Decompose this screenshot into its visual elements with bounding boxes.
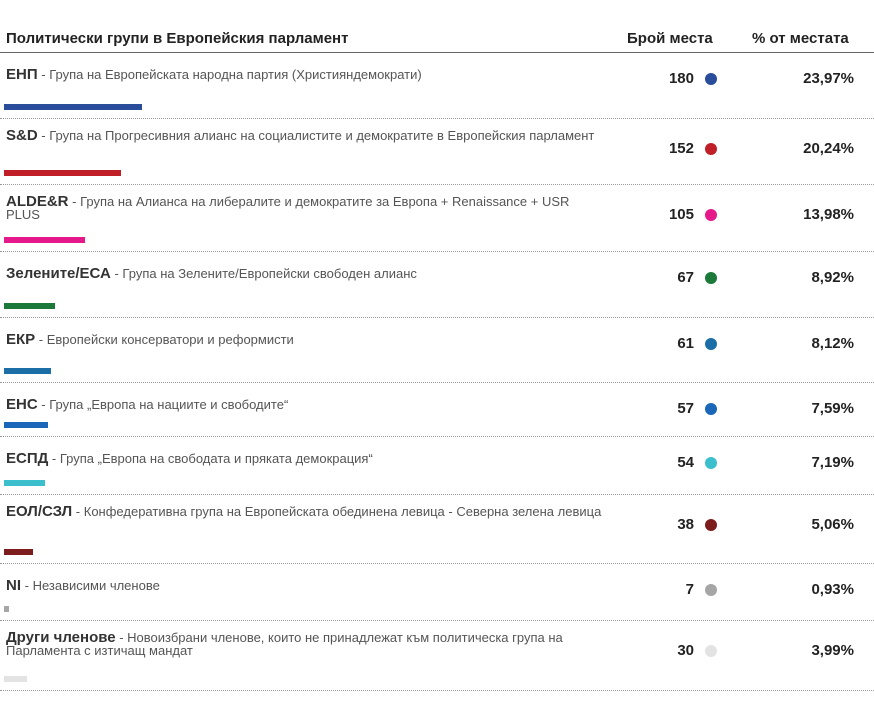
table-row (0, 184, 874, 252)
seat-count: 67 (677, 269, 694, 286)
group-full-name: Група на Европейската народна партия (Християндемократи) (49, 67, 422, 82)
seat-bar (4, 237, 85, 243)
group-abbreviation: ЕОЛ/СЗЛ (6, 503, 73, 520)
seat-percentage: 23,97% (803, 70, 854, 87)
seat-bar (4, 606, 9, 612)
group-color-dot (705, 584, 717, 596)
seat-percentage: 13,98% (803, 206, 854, 223)
seat-bar (4, 368, 51, 374)
seat-bar (4, 104, 142, 110)
group-abbreviation: ЕНП (6, 66, 38, 83)
seat-bar (4, 303, 55, 309)
group-abbreviation: NI (6, 577, 21, 594)
group-name: ALDE&R - Група на Алианса на либералите и демократите за Европа + Renaissance + USR PLUS (6, 193, 570, 222)
seat-percentage: 7,59% (811, 400, 854, 417)
group-full-name: Новоизбрани членове, които не принадлежат към политическа група на Парламента с изтичащ мандат (6, 630, 563, 658)
group-color-dot (705, 143, 717, 155)
table-header (0, 0, 874, 53)
group-abbreviation: ЕКР (6, 331, 36, 348)
table-row (0, 436, 874, 495)
seat-count: 105 (668, 206, 694, 223)
table-row (0, 317, 874, 383)
group-abbreviation: Зелените/ЕСА (6, 265, 111, 282)
seat-percentage: 3,99% (811, 642, 854, 659)
seat-count: 7 (685, 581, 694, 598)
group-name: Други членове - Новоизбрани членове, които не принадлежат към политическа група на Парламента с изтичащ мандат (6, 629, 563, 658)
seat-bar (4, 480, 45, 486)
seat-count: 180 (668, 70, 694, 87)
group-color-dot (705, 209, 717, 221)
group-full-name: Група „Европа на свободата и пряката демокрация“ (59, 451, 373, 466)
seat-percentage: 0,93% (811, 581, 854, 598)
seat-count: 61 (677, 335, 694, 352)
seat-bar (4, 170, 121, 176)
group-color-dot (705, 338, 717, 350)
group-full-name: Група „Европа на нациите и свободите“ (49, 397, 289, 412)
table-row (0, 251, 874, 318)
group-abbreviation: Други членове (6, 629, 116, 646)
group-abbreviation: ALDE&R (6, 193, 69, 210)
table-row (0, 620, 874, 691)
group-abbreviation: S&D (6, 127, 38, 144)
group-color-dot (705, 457, 717, 469)
seat-count: 38 (677, 516, 694, 533)
table-row (0, 494, 874, 564)
group-name: S&D - Група на Прогресивния алианс на социалистите и демократите в Европейския парламент (6, 127, 595, 144)
table-row (0, 382, 874, 437)
group-color-dot (705, 519, 717, 531)
seat-percentage: 5,06% (811, 516, 854, 533)
group-name: ЕНП - Група на Европейската народна партия (Християндемократи) (6, 66, 422, 83)
seat-percentage: 8,12% (811, 335, 854, 352)
seat-bar (4, 422, 48, 428)
seat-percentage: 20,24% (803, 140, 854, 157)
group-full-name: Конфедеративна група на Европейската обединена левица - Северна зелена левица (83, 504, 602, 519)
group-name: ЕКР - Европейски консерватори и реформисти (6, 331, 294, 348)
seat-count: 30 (677, 642, 694, 659)
seat-percentage: 7,19% (811, 454, 854, 471)
group-abbreviation: ЕНС (6, 396, 38, 413)
seat-percentage: 8,92% (811, 269, 854, 286)
seats-column-header: Брой места (627, 30, 713, 47)
group-full-name: Група на Алианса на либералите и демократите за Европа + Renaissance + USR PLUS (6, 194, 570, 222)
group-full-name: Европейски консерватори и реформисти (46, 332, 294, 347)
group-abbreviation: ЕСПД (6, 450, 49, 467)
table-row (0, 118, 874, 185)
group-full-name: Група на Зелените/Европейски свободен алианс (122, 266, 417, 281)
seat-count: 54 (677, 454, 694, 471)
seat-bar (4, 549, 33, 555)
seat-bar (4, 676, 27, 682)
group-color-dot (705, 272, 717, 284)
group-name: ЕНС - Група „Европа на нациите и свободите“ (6, 396, 289, 413)
group-name: NI - Независими членове (6, 577, 160, 594)
seat-count: 152 (668, 140, 694, 157)
seat-count: 57 (677, 400, 694, 417)
table-row (0, 563, 874, 621)
table-row (0, 52, 874, 119)
group-name: Зелените/ЕСА - Група на Зелените/Европейски свободен алианс (6, 265, 417, 282)
group-name: ЕСПД - Група „Европа на свободата и пряката демокрация“ (6, 450, 373, 467)
group-name: ЕОЛ/СЗЛ - Конфедеративна група на Европейската обединена левица - Северна зелена левица (6, 503, 602, 520)
group-column-header: Политически групи в Европейския парламент (6, 30, 349, 47)
group-color-dot (705, 645, 717, 657)
group-color-dot (705, 403, 717, 415)
group-full-name: Група на Прогресивния алианс на социалистите и демократите в Европейския парламент (49, 128, 595, 143)
group-color-dot (705, 73, 717, 85)
percent-column-header: % от местата (752, 30, 849, 47)
group-full-name: Независими членове (32, 578, 160, 593)
